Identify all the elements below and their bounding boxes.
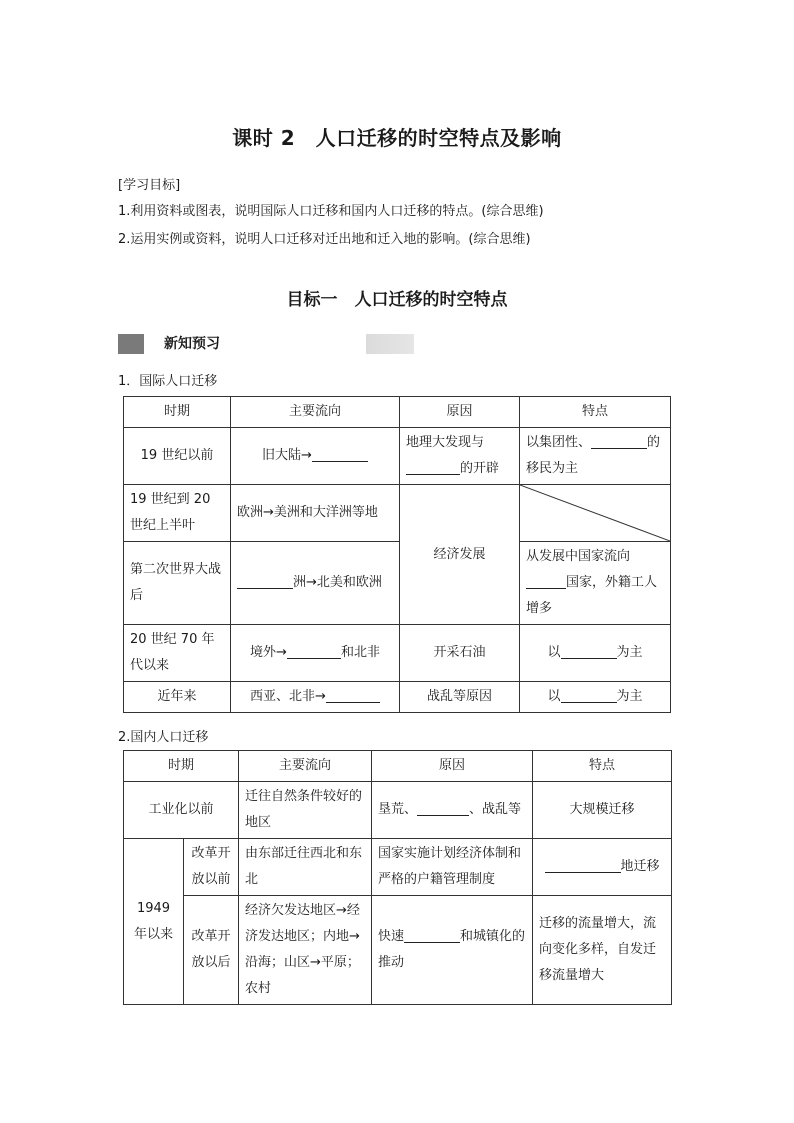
fill-blank[interactable] — [404, 926, 460, 943]
feature-text: 地迁移 — [620, 859, 660, 874]
reason-text: 快速 — [378, 929, 405, 944]
reason-text: 、战乱等 — [469, 802, 522, 817]
table-header-row — [124, 751, 672, 782]
banner-label: 新知预习 — [144, 334, 366, 354]
header-cell: 时期 — [124, 397, 231, 428]
table1-caption: 1．国际人口迁移 — [118, 374, 218, 389]
goals-heading: [学习目标] — [118, 178, 181, 193]
reason-cell — [400, 428, 520, 485]
page-title: 课时 2 人口迁移的时空特点及影响 — [232, 126, 562, 150]
fill-blank[interactable] — [591, 432, 647, 449]
reason-text: 垦荒、 — [378, 802, 418, 817]
goal-item: 1.利用资料或图表，说明国际人口迁移和国内人口迁移的特点。(综合思维) — [118, 204, 544, 219]
feature-text: 从发展中国家流向 — [526, 549, 631, 564]
header-cell: 原因 — [372, 751, 533, 782]
feature-cell — [520, 682, 671, 713]
reason-cell: 战乱等原因 — [400, 682, 520, 713]
feature-text: 以 — [547, 645, 561, 660]
flow-text: 和北非 — [340, 645, 380, 660]
feature-text: 以 — [547, 689, 561, 704]
goal-item: 2.运用实例或资料，说明人口迁移对迁出地和迁入地的影响。(综合思维) — [118, 232, 531, 247]
table-row — [124, 839, 672, 896]
header-cell: 主要流向 — [231, 397, 400, 428]
international-migration-table — [123, 396, 671, 713]
period-cell: 20 世纪 70 年代以来 — [124, 625, 231, 682]
fill-blank[interactable] — [326, 686, 380, 703]
header-cell: 主要流向 — [239, 751, 372, 782]
fill-blank[interactable] — [526, 572, 566, 589]
reason-cell: 经济发展 — [400, 485, 520, 625]
section-title: 目标一 人口迁移的时空特点 — [286, 290, 508, 310]
reason-text: 地理大发现与 — [406, 435, 485, 450]
feature-cell — [520, 542, 671, 625]
preview-banner — [118, 334, 414, 354]
feature-text: 的 — [647, 435, 661, 450]
feature-text: 为主 — [616, 645, 643, 660]
flow-cell: 欧洲→美洲和大洋洲等地 — [231, 485, 400, 542]
fill-blank[interactable] — [312, 445, 368, 462]
flow-cell: 经济欠发达地区→经济发达地区；内地→沿海；山区→平原；农村 — [239, 896, 372, 1005]
flow-text: 洲→北美和欧洲 — [293, 575, 382, 590]
feature-text: 国家，外籍工人增多 — [526, 575, 658, 616]
sub-period-cell: 改革开放以后 — [184, 896, 239, 1005]
diagonal-line — [520, 485, 670, 541]
period-cell: 19 世纪到 20 世纪上半叶 — [124, 485, 231, 542]
reason-text: 的开辟 — [460, 461, 500, 476]
table-row — [124, 682, 671, 713]
flow-cell — [231, 625, 400, 682]
feature-text: 为主 — [616, 689, 643, 704]
table-row — [124, 485, 671, 542]
flow-cell — [231, 682, 400, 713]
fill-blank[interactable] — [561, 642, 617, 659]
fill-blank[interactable] — [406, 458, 460, 475]
feature-text: 以集团性、 — [526, 435, 592, 450]
header-cell: 特点 — [533, 751, 672, 782]
banner-bar — [118, 334, 144, 354]
table-row — [124, 782, 672, 839]
table-row — [124, 428, 671, 485]
header-cell: 时期 — [124, 751, 239, 782]
flow-text: 境外→ — [250, 645, 287, 660]
period-cell: 第二次世界大战后 — [124, 542, 231, 625]
header-cell: 原因 — [400, 397, 520, 428]
feature-cell — [533, 839, 672, 896]
fill-blank[interactable] — [237, 572, 293, 589]
flow-cell: 由东部迁往西北和东北 — [239, 839, 372, 896]
reason-text: 和城镇化的推动 — [378, 929, 526, 970]
flow-cell: 迁往自然条件较好的地区 — [239, 782, 372, 839]
table2-caption: 2.国内人口迁移 — [118, 730, 209, 745]
empty-diagonal-cell — [520, 485, 671, 542]
header-cell: 特点 — [520, 397, 671, 428]
table-row — [124, 625, 671, 682]
reason-cell: 开采石油 — [400, 625, 520, 682]
flow-text: 旧大陆→ — [262, 448, 312, 463]
fill-blank[interactable] — [545, 856, 621, 873]
reason-cell — [372, 782, 533, 839]
feature-cell: 大规模迁移 — [533, 782, 672, 839]
flow-text: 西亚、北非→ — [250, 689, 326, 704]
table-row — [124, 896, 672, 1005]
table-row — [124, 542, 671, 625]
reason-cell: 国家实施计划经济体制和严格的户籍管理制度 — [372, 839, 533, 896]
flow-cell — [231, 428, 400, 485]
table-header-row — [124, 397, 671, 428]
fill-blank[interactable] — [417, 799, 469, 816]
reason-cell — [372, 896, 533, 1005]
period-cell: 19 世纪以前 — [124, 428, 231, 485]
fill-blank[interactable] — [287, 642, 341, 659]
feature-text: 移民为主 — [526, 461, 579, 476]
feature-cell — [520, 428, 671, 485]
group-period-cell: 1949 年以来 — [124, 839, 184, 1005]
period-cell: 工业化以前 — [124, 782, 239, 839]
fill-blank[interactable] — [561, 686, 617, 703]
feature-cell: 迁移的流量增大，流向变化多样，自发迁移流量增大 — [533, 896, 672, 1005]
feature-cell — [520, 625, 671, 682]
flow-cell — [231, 542, 400, 625]
period-cell: 近年来 — [124, 682, 231, 713]
sub-period-cell: 改革开放以前 — [184, 839, 239, 896]
domestic-migration-table — [123, 750, 672, 1005]
